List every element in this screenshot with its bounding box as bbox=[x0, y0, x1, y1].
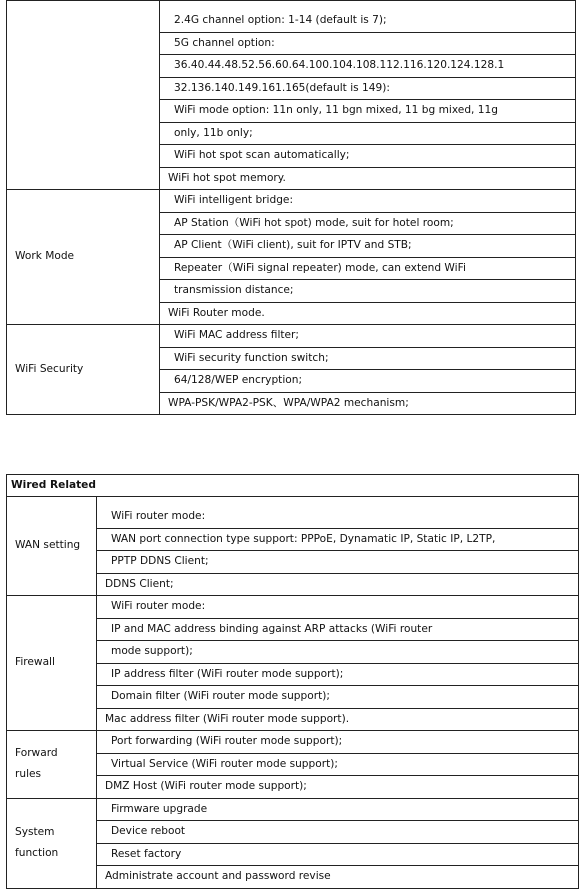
row-label-text: Work Mode bbox=[15, 250, 75, 263]
row-label-text: WAN setting bbox=[15, 539, 81, 552]
description-line: Reset factory bbox=[97, 844, 578, 867]
wired-related-header: Wired Related bbox=[7, 475, 579, 497]
row-label bbox=[7, 596, 97, 731]
table-row bbox=[7, 325, 576, 415]
row-label bbox=[7, 190, 160, 325]
table-row bbox=[7, 190, 576, 325]
row-label bbox=[7, 731, 97, 799]
row-label-text: rules bbox=[15, 768, 42, 781]
description-line: mode support); bbox=[97, 641, 578, 664]
row-label bbox=[7, 325, 160, 415]
description-line: Repeater（WiFi signal repeater) mode, can extend WiFi bbox=[160, 258, 575, 281]
table-header-row bbox=[7, 475, 579, 497]
row-description bbox=[97, 596, 579, 731]
row-label-text: Forward bbox=[15, 746, 58, 759]
row-label bbox=[7, 497, 97, 596]
description-line: Domain filter (WiFi router mode support); bbox=[97, 686, 578, 709]
row-label bbox=[7, 798, 97, 888]
table-row bbox=[7, 798, 579, 888]
wifi-spec-table bbox=[6, 0, 576, 415]
row-label-text: Firewall bbox=[15, 656, 55, 669]
description-line: Firmware upgrade bbox=[97, 799, 578, 822]
table-row bbox=[7, 1, 576, 190]
description-line: WPA-PSK/WPA2-PSK、WPA/WPA2 mechanism; bbox=[168, 396, 409, 409]
row-description bbox=[160, 1, 576, 190]
description-line: Device reboot bbox=[97, 821, 578, 844]
description-line: WiFi mode option: 11n only, 11 bgn mixed, 11 bg mixed, 11g bbox=[160, 100, 575, 123]
description-line: IP address filter (WiFi router mode support); bbox=[97, 664, 578, 687]
description-line: Administrate account and password revise bbox=[105, 870, 331, 882]
description-line: transmission distance; bbox=[160, 280, 575, 303]
table-row bbox=[7, 731, 579, 799]
description-line: WiFi router mode: bbox=[97, 506, 578, 529]
description-line: 32.136.140.149.161.165(default is 149): bbox=[160, 78, 575, 101]
row-label-text: function bbox=[15, 847, 59, 859]
row-description bbox=[97, 497, 579, 596]
description-line: Virtual Service (WiFi router mode support); bbox=[97, 754, 578, 777]
row-description bbox=[160, 190, 576, 325]
description-line: 2.4G channel option: 1-14 (default is 7); bbox=[160, 10, 575, 33]
description-line: WiFi security function switch; bbox=[160, 348, 575, 371]
table-row bbox=[7, 596, 579, 731]
wired-spec-table bbox=[6, 474, 579, 889]
row-label-text: WiFi Security bbox=[15, 362, 84, 375]
description-line: WiFi MAC address filter; bbox=[160, 325, 575, 348]
row-description bbox=[97, 731, 579, 799]
description-line: DDNS Client; bbox=[105, 577, 174, 590]
description-line: WAN port connection type support: PPPoE, Dynamatic IP, Static IP, L2TP, bbox=[97, 529, 578, 552]
description-line: IP and MAC address binding against ARP attacks (WiFi router bbox=[97, 619, 578, 642]
description-line: Port forwarding (WiFi router mode support); bbox=[97, 731, 578, 754]
description-line: 5G channel option: bbox=[160, 33, 575, 56]
description-line: AP Station（WiFi hot spot) mode, suit for hotel room; bbox=[160, 213, 575, 236]
description-line: 36.40.44.48.52.56.60.64.100.104.108.112.116.120.124.128.1 bbox=[160, 55, 575, 78]
row-label-text: System bbox=[15, 825, 55, 838]
description-line: WiFi router mode: bbox=[97, 596, 578, 619]
description-line: DMZ Host (WiFi router mode support); bbox=[105, 780, 307, 792]
table-row bbox=[7, 497, 579, 596]
row-description bbox=[160, 325, 576, 415]
description-line: only, 11b only; bbox=[160, 123, 575, 146]
description-line: PPTP DDNS Client; bbox=[97, 551, 578, 574]
row-description bbox=[97, 798, 579, 888]
description-line: WiFi Router mode. bbox=[168, 306, 265, 319]
description-line: WiFi hot spot memory. bbox=[168, 171, 286, 184]
description-line: 64/128/WEP encryption; bbox=[160, 370, 575, 393]
description-line: WiFi intelligent bridge: bbox=[160, 190, 575, 213]
row-label bbox=[7, 1, 160, 190]
description-line: WiFi hot spot scan automatically; bbox=[160, 145, 575, 168]
description-line: AP Client（WiFi client), suit for IPTV and STB; bbox=[160, 235, 575, 258]
description-line: Mac address filter (WiFi router mode support). bbox=[105, 712, 350, 725]
